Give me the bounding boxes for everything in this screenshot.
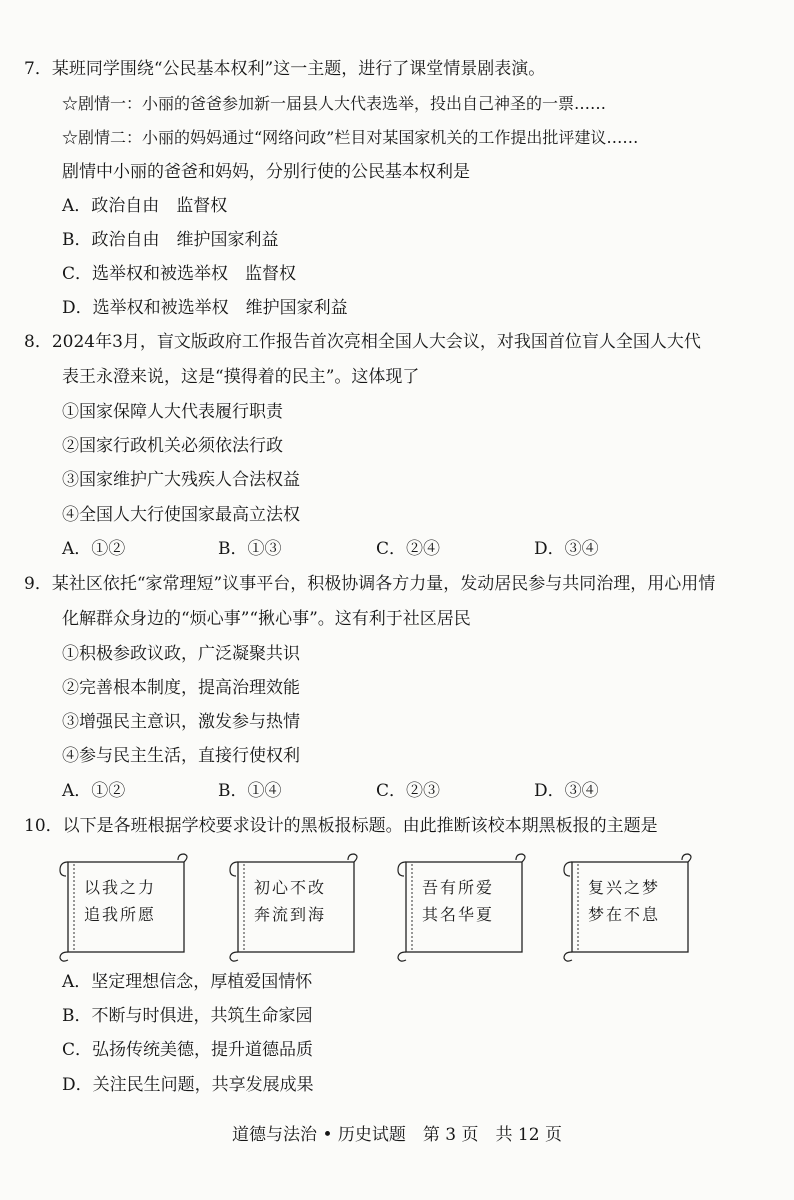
board-2-line-2: 奔流到海 — [254, 905, 327, 924]
q10-option-c: C．弘扬传统美德，提升道德品质 — [62, 1040, 314, 1060]
q9-statement-4: ④参与民主生活，直接行使权利 — [62, 746, 300, 766]
q9-stem-line2: 化解群众身边的“烦心事”“揪心事”。这有利于社区居民 — [62, 609, 471, 629]
q9-choice-a: A．①② — [62, 781, 126, 801]
q7-option-a: A．政治自由 监督权 — [62, 196, 228, 216]
board-3-line-1: 吾有所爱 — [422, 878, 495, 897]
q9-statement-3: ③增强民主意识，激发参与热情 — [62, 712, 300, 732]
blackboard-title-1 — [56, 852, 190, 964]
q10-option-a: A．坚定理想信念，厚植爱国情怀 — [62, 972, 313, 992]
q7-option-b: B．政治自由 维护国家利益 — [62, 230, 279, 250]
q8-stem-line1: 8．2024年3月，盲文版政府工作报告首次亮相全国人大会议，对我国首位盲人全国人大代 — [24, 332, 701, 352]
q8-choice-d: D．③④ — [534, 539, 599, 559]
q9-choice-d: D．③④ — [534, 781, 599, 801]
q7-option-c: C．选举权和被选举权 监督权 — [62, 264, 297, 284]
q7-scene-2: ☆剧情二：小丽的妈妈通过“网络问政”栏目对某国家机关的工作提出批评建议…… — [62, 128, 639, 147]
q7-question: 剧情中小丽的爸爸和妈妈，分别行使的公民基本权利是 — [62, 162, 470, 182]
board-3-line-2: 其名华夏 — [422, 905, 495, 924]
q8-choice-c: C．②④ — [376, 539, 441, 559]
board-1-line-1: 以我之力 — [84, 878, 157, 897]
q8-statement-3: ③国家维护广大残疾人合法权益 — [62, 470, 300, 490]
q9-statement-2: ②完善根本制度，提高治理效能 — [62, 678, 300, 698]
q9-choice-b: B．①④ — [218, 781, 282, 801]
blackboard-title-2 — [226, 852, 360, 964]
q7-stem: 7．某班同学围绕“公民基本权利”这一主题，进行了课堂情景剧表演。 — [24, 59, 546, 79]
q10-stem: 10．以下是各班根据学校要求设计的黑板报标题。由此推断该校本期黑板报的主题是 — [24, 816, 658, 836]
q7-option-d: D．选举权和被选举权 维护国家利益 — [62, 298, 348, 318]
q10-option-b: B．不断与时俱进，共筑生命家园 — [62, 1006, 313, 1026]
q8-statement-2: ②国家行政机关必须依法行政 — [62, 436, 283, 456]
blackboard-title-4 — [560, 852, 694, 964]
q9-stem-line1: 9．某社区依托“家常理短”议事平台，积极协调各方力量，发动居民参与共同治理，用心用情 — [24, 574, 716, 594]
q7-scene-1: ☆剧情一：小丽的爸爸参加新一届县人大代表选举，投出自己神圣的一票…… — [62, 94, 607, 113]
board-4-line-1: 复兴之梦 — [588, 878, 661, 897]
q8-choice-b: B．①③ — [218, 539, 282, 559]
q8-statement-1: ①国家保障人大代表履行职责 — [62, 402, 283, 422]
q9-statement-1: ①积极参政议政，广泛凝聚共识 — [62, 644, 300, 664]
q8-statement-4: ④全国人大行使国家最高立法权 — [62, 505, 300, 525]
q8-stem-line2: 表王永澄来说，这是“摸得着的民主”。这体现了 — [62, 367, 420, 387]
blackboard-title-3 — [394, 852, 528, 964]
q9-choice-c: C．②③ — [376, 781, 441, 801]
page-footer: 道德与法治 • 历史试题 第 3 页 共 12 页 — [232, 1125, 562, 1145]
board-4-line-2: 梦在不息 — [588, 905, 661, 924]
board-2-line-1: 初心不改 — [254, 878, 327, 897]
board-1-line-2: 追我所愿 — [84, 905, 157, 924]
q10-option-d: D．关注民生问题，共享发展成果 — [62, 1075, 314, 1095]
q8-choice-a: A．①② — [62, 539, 126, 559]
